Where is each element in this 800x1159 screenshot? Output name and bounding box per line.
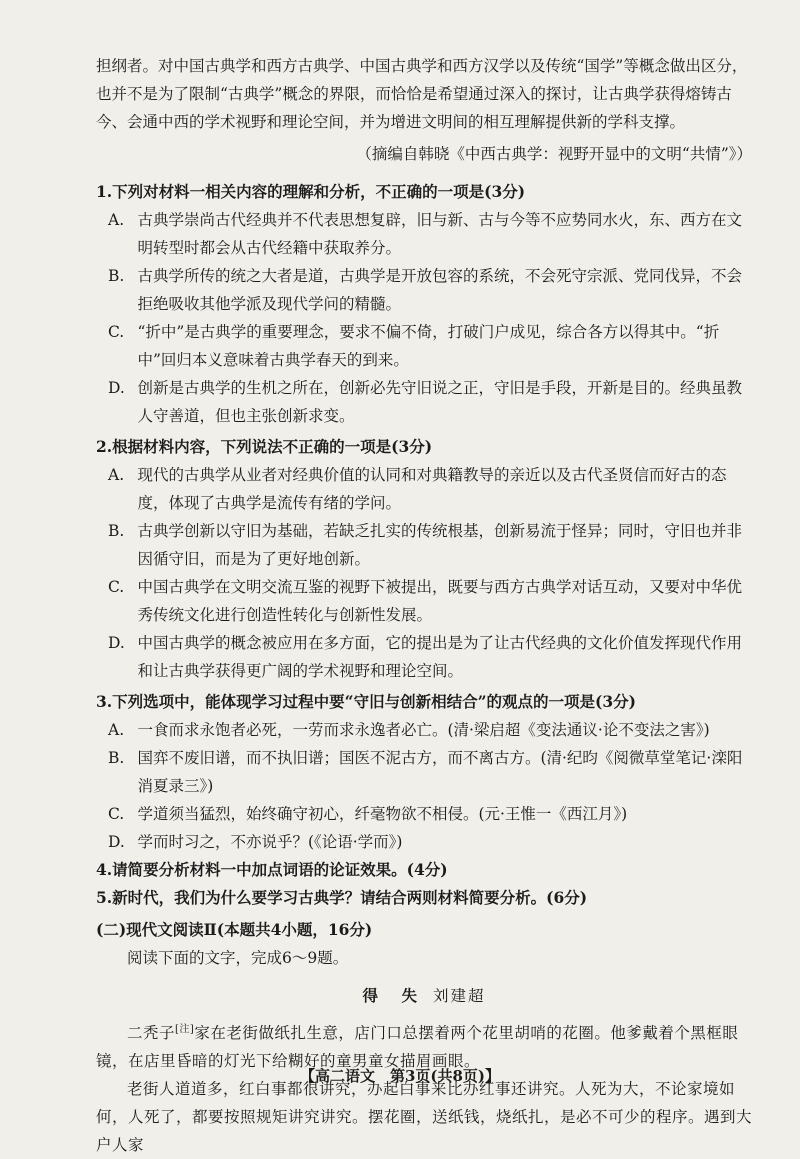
option-d: D. 中国古典学的概念被应用在多方面，它的提出是为了让古代经典的文化价值发挥现代作用和让古典学获得更广阔的学术视野和理论空间。 — [108, 634, 742, 680]
option-a: A. 一食而求永饱者必死，一劳而求永逸者必亡。(清·梁启超《变法通议·论不变法之害》) — [108, 721, 710, 739]
question-stem: 1.下列对材料一相关内容的理解和分析，不正确的一项是(3分) — [96, 182, 526, 201]
option-a: A. 古典学崇尚古代经典并不代表思想复辟，旧与新、古与今等不应势同水火，东、西方在文明转型时都会从古代经籍中获取养分。 — [108, 211, 742, 257]
source-citation: （摘编自韩晓《中西古典学：视野开显中的文明“共情”》） — [356, 145, 752, 163]
option-b: B. 古典学创新以守旧为基础，若缺乏扎实的传统根基，创新易流于怪异；同时，守旧也并非因循守旧，而是为了更好地创新。 — [108, 522, 742, 568]
option-b: B. 古典学所传的统之大者是道，古典学是开放包容的系统，不会死守宗派、党同伐异，不会拒绝吸收其他学派及现代学问的精髓。 — [108, 267, 742, 313]
question-stem: 2.根据材料内容，下列说法不正确的一项是(3分) — [96, 437, 433, 456]
option-d: D. 学而时习之，不亦说乎？(《论语·学而》) — [108, 833, 403, 851]
option-a: A. 现代的古典学从业者对经典价值的认同和对典籍教导的亲近以及古代圣贤信而好古的态度，体现了古典学是流传有绪的学问。 — [108, 466, 727, 512]
story-paragraph-1: 二秃子[注]家在老街做纸扎生意，店门口总摆着两个花里胡哨的花圈。他爹戴着个黑框眼镜，在店里昏暗的灯光下给糊好的童男童女描眉画眼。 — [96, 1024, 739, 1071]
story-title-text: 得 失 — [362, 986, 421, 1005]
option-d: D. 创新是古典学的生机之所在，创新必先守旧说之正，守旧是手段，开新是目的。经典虽教人守善道，但也主张创新求变。 — [108, 379, 742, 425]
question-3 — [96, 688, 752, 856]
section-heading: (二)现代文阅读Ⅱ(本题共4小题，16分) — [96, 920, 373, 939]
option-c: C. 学道须当猛烈，始终确守初心，纤毫物欲不相侵。(元·王惟一《西江月》) — [108, 805, 628, 823]
story-author: 刘建超 — [433, 987, 486, 1005]
page-footer: 【高二语文 第3页(共8页)】 — [299, 1067, 501, 1085]
story-title — [96, 982, 752, 1010]
question-stem: 3.下列选项中，能体现学习过程中要“守旧与创新相结合”的观点的一项是(3分) — [96, 692, 636, 711]
question-5: 5.新时代，我们为什么要学习古典学？请结合两则材料简要分析。(6分) — [96, 888, 588, 907]
intro-paragraph: 担纲者。对中国古典学和西方古典学、中国古典学和西方汉学以及传统“国学”等概念做出区分，也并不是为了限制“古典学”概念的界限，而恰恰是希望通过深入的探讨，让古典学获得熔铸古今、会通中西的学术视野和理论空间，并为增进文明间的相互理解提供新的学科支撑。 — [96, 57, 748, 131]
question-2 — [96, 433, 752, 685]
question-1 — [96, 178, 752, 430]
footnote-marker: [注] — [175, 1024, 195, 1035]
question-4: 4.请简要分析材料一中加点词语的论证效果。(4分) — [96, 860, 448, 879]
option-c: C. 中国古典学在文明交流互鉴的视野下被提出，既要与西方古典学对话互动，又要对中华优秀传统文化进行创造性转化与创新性发展。 — [108, 578, 742, 624]
reading-instruction: 阅读下面的文字，完成6～9题。 — [127, 949, 349, 967]
story-paragraph-2: 老街人道道多，红白事都很讲究，办起白事来比办红事还讲究。人死为大，不论家境如何，人死了，都要按照规矩讲究讲究。摆花圈，送纸钱，烧纸扎，是必不可少的程序。遇到大户人家 — [96, 1080, 753, 1155]
option-b: B. 国弈不废旧谱，而不执旧谱；国医不泥古方，而不离古方。(清·纪昀《阅微草堂笔记·滦阳消夏录三》) — [108, 749, 743, 795]
option-c: C. “折中”是古典学的重要理念，要求不偏不倚，打破门户成见，综合各方以得其中。“折中”回归本义意味着古典学春天的到来。 — [108, 323, 720, 369]
